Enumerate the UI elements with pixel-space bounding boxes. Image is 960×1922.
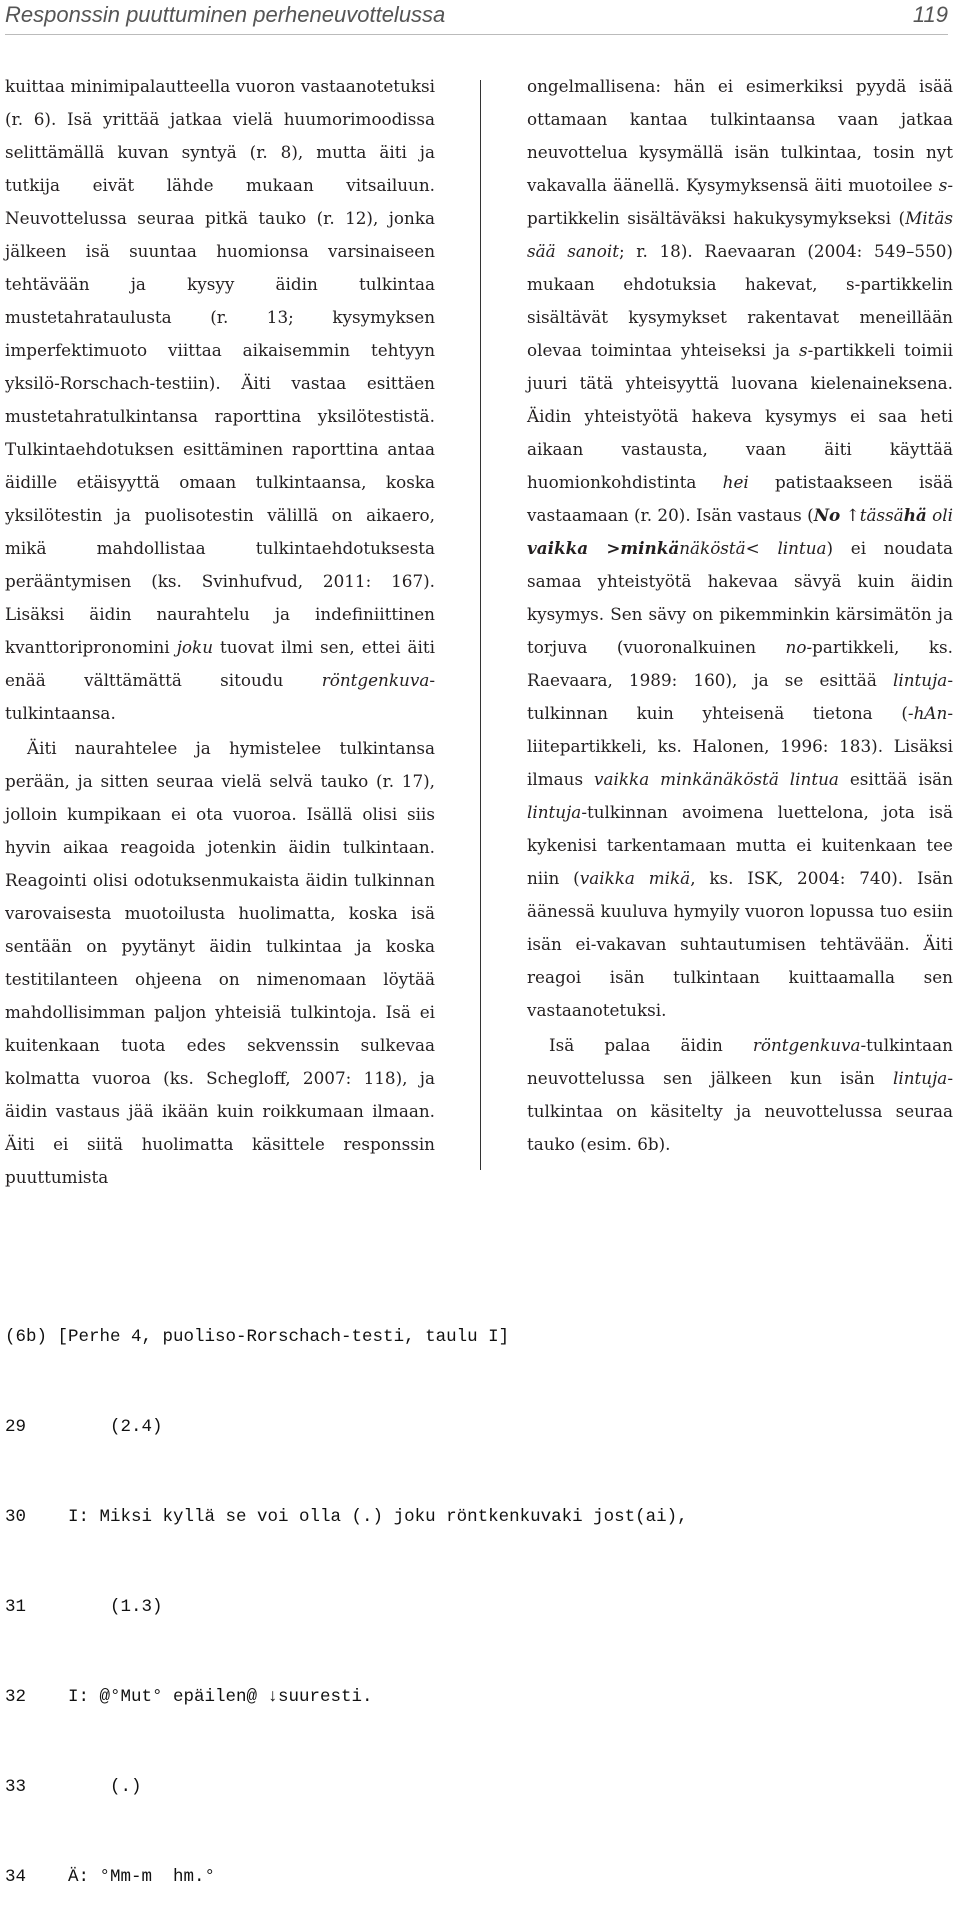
transcript-line-30: 30 I: Miksi kyllä se voi olla (.) joku röntkenkuvaki jost(ai),	[5, 1507, 688, 1527]
running-title: Responssin puuttuminen perheneuvottelussa	[5, 2, 446, 27]
left-column	[5, 70, 435, 1194]
running-header	[5, 0, 948, 30]
right-column	[527, 70, 953, 1161]
column-divider	[480, 80, 481, 1170]
transcript-line-33: 33 (.)	[5, 1777, 142, 1797]
transcript-line-32: 32 I: @°Mut° epäilen@ ↓suuresti.	[5, 1687, 373, 1707]
transcript-line-34: 34 Ä: °Mm-m hm.°	[5, 1867, 216, 1887]
left-paragraph-1: kuittaa minimipalautteella vuoron vastaanotetuksi (r. 6). Isä yrittää jatkaa vielä huumorimoodissa selittämällä kuvan syntyä (r. 8), mutta äiti ja tutkija eivät lähde mukaan vitsailuun. Neuvottelussa seuraa pitkä tauko (r. 12), jonka jälkeen isä suuntaa huomionsa varsinaiseen tehtävään ja kysyy äidin tulkintaa mustetahrataulusta (r. 13; kysymyksen imperfektimuoto viittaa aikaisemmin tehtyyn yksilö-Rorschach-testiin). Äiti vastaa esittäen mustetahratulkintansa raporttina yksilötestistä. Tulkintaehdotuksen esittäminen raporttina antaa äidille etäisyyttä omaan tulkintaansa, koska yksilötestin ja puolisotestin välillä on aikaero, mikä mahdollistaa tulkintaehdotuksesta perääntymisen (ks. Svinhufvud, 2011: 167). Lisäksi äidin naurahtelu ja indefiniittinen kvanttoripronomini joku tuovat ilmi sen, ettei äiti enää välttämättä sitoudu röntgenkuva-tulkintaansa.	[5, 76, 435, 723]
left-paragraph-2: Äiti naurahtelee ja hymistelee tulkintansa perään, ja sitten seuraa vielä selvä tauko (r. 17), jolloin kumpikaan ei ota vuoroa. Isällä olisi siis hyvin aikaa reagoida jotenkin äidin tulkintaan. Reagointi olisi odotuksenmukaista äidin tulkinnan varovaisesta muotoilusta huolimatta, koska isä sentään on pyytänyt äidin tulkintaa ja koska testitilanteen ohjeena on nimenomaan löytää mahdollisimman paljon yhteisiä tulkintoja. Isä ei kuitenkaan tuota edes sekvenssin sulkevaa kolmatta vuoroa (ks. Schegloff, 2007: 118), ja äidin vastaus jää ikään kuin roikkumaan ilmaan. Äiti ei siitä huolimatta käsittele responssin puuttumista	[5, 738, 435, 1187]
transcript-heading: (6b) [Perhe 4, puoliso-Rorschach-testi, taulu I]	[5, 1327, 510, 1347]
right-paragraph-1: ongelmallisena: hän ei esimerkiksi pyydä isää ottamaan kantaa tulkintaansa vaan jatkaa neuvottelua kysymällä isän tulkintaa, tosin nyt vakavalla äänellä. Kysymyksensä äiti muotoilee s-partikkelin sisältäväksi hakukysymykseksi (Mitäs sää sanoit; r. 18). Raevaaran (2004: 549–550) mukaan ehdotuksia hakevat, s-partikkelin sisältävät kysymykset rakentavat meneillään olevaa toimintaa yhteiseksi ja s-partikkeli toimii juuri tätä yhteisyyttä luovana kielenaineksena. Äidin yhteistyötä hakeva kysymys ei saa heti aikaan vastausta, vaan äiti käyttää huomionkohdistinta hei patistaakseen isää vastaamaan (r. 20). Isän vastaus (No ↑tässähä oli vaikka >minkänäköstä< lintua) ei noudata samaa yhteistyötä hakevaa sävyä kuin äidin kysymys. Sen sävy on pikemminkin kärsimätön ja torjuva (vuoronalkuinen no-partikkeli, ks. Raevaara, 1989: 160), ja se esittää lintuja-tulkinnan kuin yhteisenä tietona (-hAn-liitepartikkeli, ks. Halonen, 1996: 183). Lisäksi ilmaus vaikka minkänäköstä lintua esittää isän lintuja-tulkinnan avoimena luettelona, jota isä kykenisi tarkentamaan mutta ei kuitenkaan tee niin (vaikka mikä, ks. ISK, 2004: 740). Isän äänessä kuuluva hymyily vuoron lopussa tuo esiin isän ei-vakavan suhtautumisen tehtävään. Äiti reagoi isän tulkintaan kuittaamalla sen vastaanotetuksi.	[527, 76, 954, 1020]
header-rule	[5, 34, 948, 35]
page-number: 119	[912, 2, 948, 27]
transcript-line-31: 31 (1.3)	[5, 1597, 163, 1617]
transcript-example-6b	[5, 1262, 688, 1922]
right-paragraph-2: Isä palaa äidin röntgenkuva-tulkintaan neuvottelussa sen jälkeen kun isän lintuja-tulkintaa on käsitelty ja neuvottelussa seuraa tauko (esim. 6b).	[527, 1035, 953, 1154]
transcript-line-29: 29 (2.4)	[5, 1417, 163, 1437]
